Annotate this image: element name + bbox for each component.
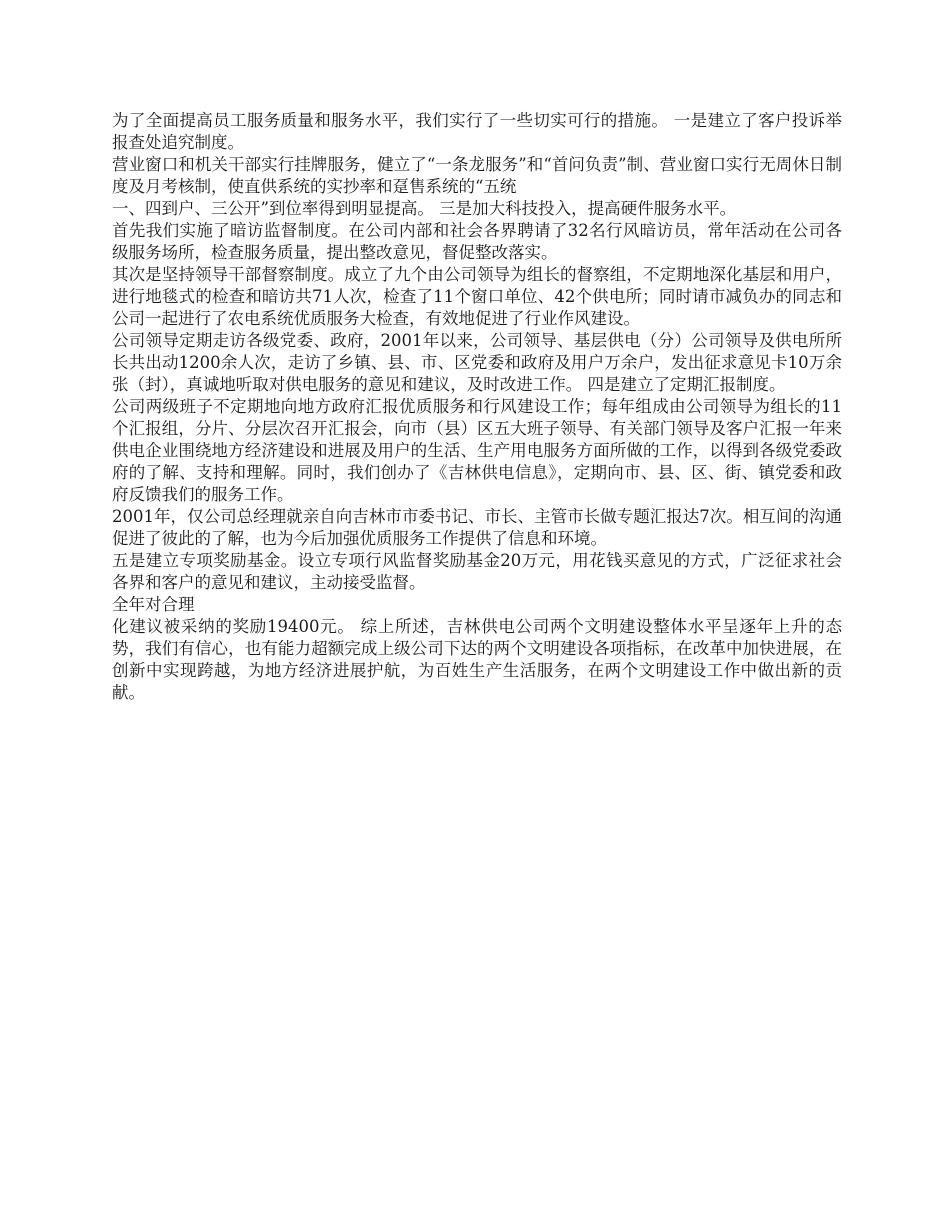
document-page [112,110,842,704]
paragraph-conclusion: 化建议被采纳的奖励19400元。 综上所述，吉林供电公司两个文明建设整体水平呈逐年上升的态势，我们有信心，也有能力超额完成上级公司下达的两个文明建设各项指标，在改革中加快进展，在创新中实现跨越，为地方经济进展护航，为百姓生产生活服务，在两个文明建设工作中做出新的贡献。 [112,617,842,702]
paragraph-leader-supervision: 其次是坚持领导干部督察制度。成立了九个由公司领导为组长的督察组，不定期地深化基层和用户，进行地毯式的检查和暗访共71人次，检查了11个窗口单位、42个供电所；同时请市减负办的同志和公司一起进行了农电系统优质服务大检查，有效地促进了行业作风建设。 [112,265,842,328]
paragraph-complaint-system: 为了全面提高员工服务质量和服务水平，我们实行了一些切实可行的措施。 一是建立了客户投诉举报查处追究制度。 [112,111,842,152]
paragraph-leader-visits: 公司领导定期走访各级党委、政府，2001年以来，公司领导、基层供电（分）公司领导及供电所所长共出动1200余人次，走访了乡镇、县、市、区党委和政府及用户万余户，发出征求意见卡10万余张（封），真诚地听取对供电服务的意见和建议，及时改进工作。 四是建立了定期汇报制度。 [112,331,842,394]
paragraph-2001-reports: 2001年，仅公司总经理就亲自向吉林市市委书记、市长、主管市长做专题汇报达7次。相互间的沟通促进了彼此的了解，也为今后加强优质服务工作提供了信息和环境。 [112,507,842,548]
paragraph-reward-fund: 五是建立专项奖励基金。设立专项行风监督奖励基金20万元，用花钱买意见的方式，广泛征求社会各界和客户的意见和建议，主动接受监督。 [112,551,842,592]
paragraph-tech-investment: 一、四到户、三公开”到位率得到明显提高。 三是加大科技投入，提高硬件服务水平。 [112,199,737,218]
paragraph-annual-short: 全年对合理 [112,595,195,614]
paragraph-listed-service: 营业窗口和机关干部实行挂牌服务，健立了“一条龙服务”和“首问负责”制、营业窗口实行无周休日制度及月考核制，使直供系统的实抄率和趸售系统的“五统 [112,155,842,196]
paragraph-secret-inspection: 首先我们实施了暗访监督制度。在公司内部和社会各界聘请了32名行风暗访员，常年活动在公司各级服务场所，检查服务质量，提出整改意见，督促整改落实。 [112,221,842,262]
paragraph-report-system: 公司两级班子不定期地向地方政府汇报优质服务和行风建设工作；每年组成由公司领导为组长的11个汇报组，分片、分层次召开汇报会，向市（县）区五大班子领导、有关部门领导及客户汇报一年来供电企业围绕地方经济建设和进展及用户的生活、生产用电服务方面所做的工作，以得到各级党委政府的了解、支持和理解。同时，我们创办了《吉林供电信息》，定期向市、县、区、街、镇党委和政府反馈我们的服务工作。 [112,397,842,504]
